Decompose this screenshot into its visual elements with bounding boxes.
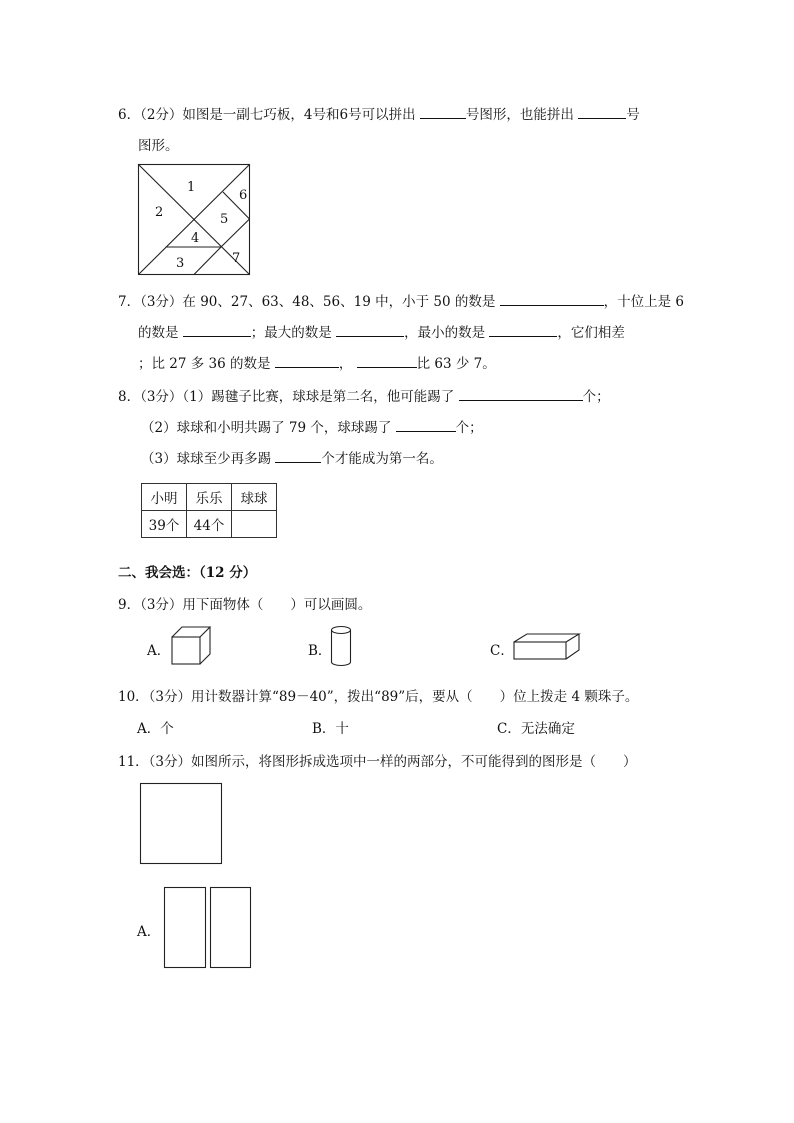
q6-blank-1[interactable] — [420, 105, 466, 119]
q10-option-b[interactable]: B．十 — [312, 721, 349, 737]
table-header-cell: 乐乐 — [187, 484, 232, 511]
cube-icon[interactable] — [171, 626, 211, 666]
q7-text-g: ；比 27 多 36 的数是 — [138, 356, 271, 372]
q7-text-c: 的数是 — [138, 325, 179, 341]
q9-stem: 9．（3分）用下面物体（ ）可以画圆。 — [118, 597, 372, 613]
q9-option-b-label: B． — [308, 643, 332, 659]
q10-option-a[interactable]: A．个 — [137, 721, 174, 737]
q7-blank-27-plus-36[interactable] — [275, 354, 339, 368]
q7-line1 — [118, 290, 684, 310]
q10-stem: 10．（3分）用计数器计算“89－40”，拨出“89”后，要从（ ）位上拨走 4 颗珠子。 — [118, 689, 639, 705]
cylinder-icon[interactable] — [330, 625, 352, 667]
tangram-label-7: 7 — [232, 251, 241, 266]
q8-text-e: （3）球球至少再多踢 — [141, 451, 272, 467]
q8-blank-more[interactable] — [275, 449, 321, 463]
q7-text-d: ；最大的数是 — [250, 325, 332, 341]
q6-mid: 号图形，也能拼出 — [465, 107, 574, 123]
q8-text-a: 8．（3分）（1）踢毽子比赛，球球是第二名，他可能踢了 — [118, 389, 455, 405]
q8-blank-kicked[interactable] — [459, 387, 583, 401]
q6-line1 — [118, 103, 640, 123]
tangram-label-6: 6 — [239, 188, 248, 203]
q7-line2 — [138, 321, 625, 341]
q9-option-a-label: A． — [147, 643, 171, 659]
q8-text-c: （2）球球和小明共踢了 79 个，球球踢了 — [141, 420, 392, 436]
cuboid-icon[interactable] — [513, 633, 581, 660]
q7-blank-63-minus-7[interactable] — [357, 354, 417, 368]
q7-blank-smallest[interactable] — [489, 323, 557, 337]
table-row — [142, 511, 277, 538]
table-header-cell: 小明 — [142, 484, 187, 511]
q7-text-h: ， — [338, 356, 353, 372]
table-cell: 39个 — [142, 511, 187, 538]
tangram-label-3: 3 — [176, 256, 185, 271]
tangram-line-7 — [194, 247, 221, 275]
q8-text-b: 个； — [582, 389, 610, 405]
q9-option-c-label: C． — [490, 643, 514, 659]
tangram-label-5: 5 — [220, 212, 229, 227]
q8-line3 — [141, 447, 443, 467]
q8-blank-qiuqiu[interactable] — [396, 418, 456, 432]
q11-option-a-figure[interactable] — [164, 887, 252, 969]
q7-text-i: 比 63 少 7。 — [416, 356, 496, 372]
q7-text-b: ，十位上是 6 — [603, 294, 685, 310]
section-2-title: 二、我会选：（12 分） — [118, 565, 257, 581]
q11-stem: 11．（3分）如图所示，将图形拆成选项中一样的两部分，不可能得到的图形是（ ） — [118, 754, 637, 770]
q7-text-a: 7．（3分）在 90、27、63、48、56、19 中，小于 50 的数是 — [118, 294, 496, 310]
q8-line2 — [141, 416, 483, 436]
q6-suffix: 号 — [626, 107, 640, 123]
tangram-label-1: 1 — [187, 180, 196, 195]
q11-option-a-label: A． — [137, 924, 161, 940]
q7-blank-largest[interactable] — [336, 323, 404, 337]
q6-blank-2[interactable] — [578, 105, 626, 119]
q8-score-table — [141, 483, 277, 538]
q7-blank-tens-6[interactable] — [183, 323, 251, 337]
q7-text-e: ，最小的数是 — [404, 325, 486, 341]
q11-square-figure — [140, 783, 223, 865]
q10-option-c[interactable]: C．无法确定 — [497, 721, 575, 737]
q7-blank-less-than-50[interactable] — [500, 292, 604, 306]
q7-text-f: ，它们相差 — [557, 325, 625, 341]
q8-text-d: 个； — [455, 420, 483, 436]
q6-line2: 图形。 — [138, 138, 179, 154]
q7-line3 — [138, 352, 496, 372]
table-cell: 44个 — [187, 511, 232, 538]
tangram-figure — [138, 164, 251, 276]
table-cell[interactable] — [232, 511, 277, 538]
q6-prefix: 6．（2分）如图是一副七巧板，4号和6号可以拼出 — [118, 107, 416, 123]
table-header-cell: 球球 — [232, 484, 277, 511]
table-row — [142, 484, 277, 511]
tangram-label-4: 4 — [191, 231, 200, 246]
q8-text-f: 个才能成为第一名。 — [321, 451, 443, 467]
q8-line1 — [118, 385, 610, 405]
tangram-label-2: 2 — [155, 205, 164, 220]
